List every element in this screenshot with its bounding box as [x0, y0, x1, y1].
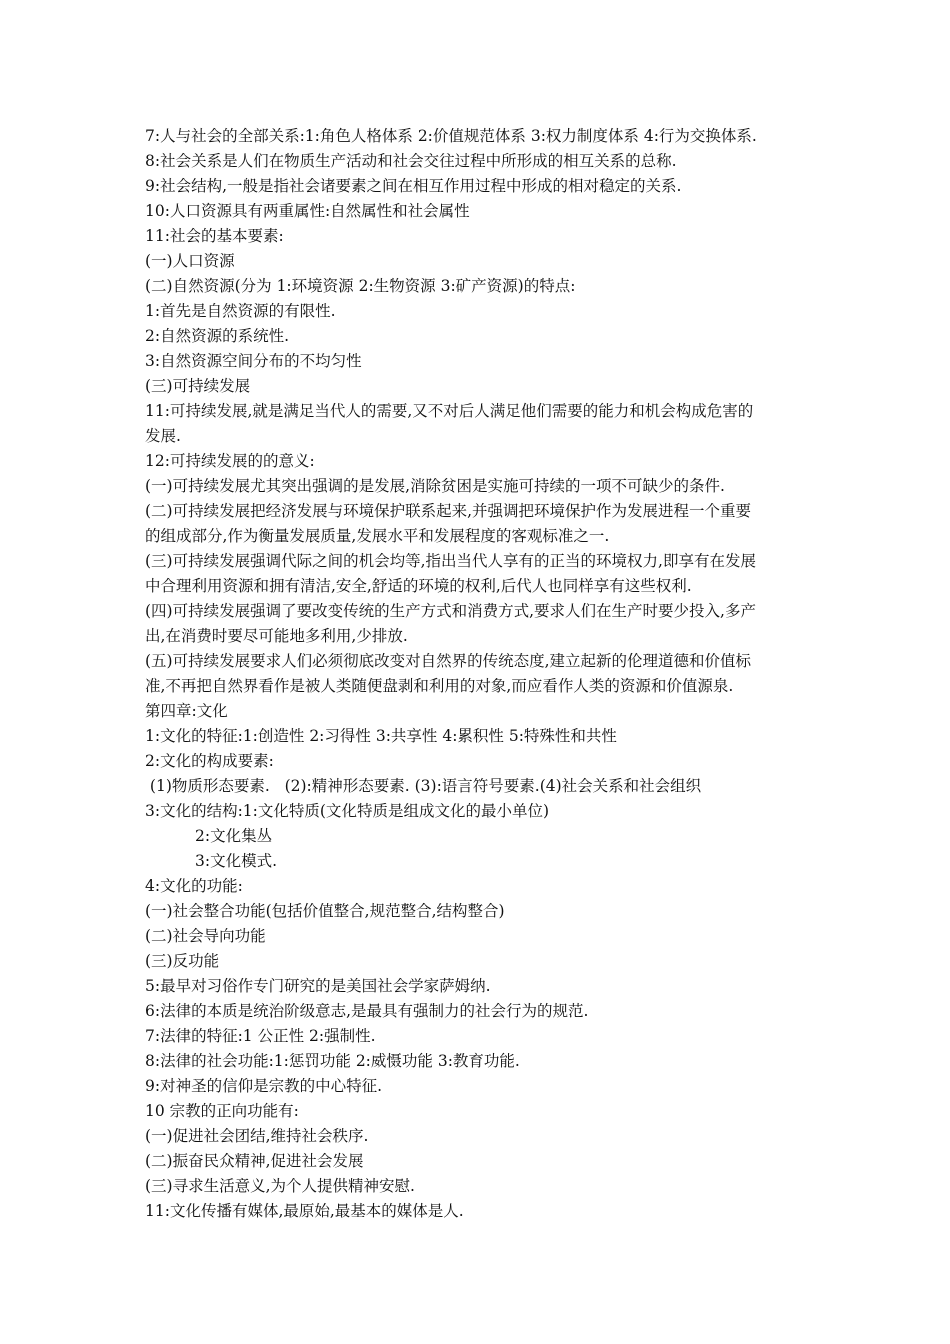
text-line: 发展.	[145, 427, 181, 445]
text-line: (1)物质形态要素. (2):精神形态要素. (3):语言符号要素.(4)社会关系和社会组织	[145, 777, 702, 795]
text-line: 2:文化的构成要素:	[145, 752, 274, 770]
text-line: (一)社会整合功能(包括价值整合,规范整合,结构整合)	[145, 902, 505, 920]
text-line: 出,在消费时要尽可能地多利用,少排放.	[145, 627, 408, 645]
text-line: 3:自然资源空间分布的不均匀性	[145, 352, 362, 370]
text-line: 6:法律的本质是统治阶级意志,是最具有强制力的社会行为的规范.	[145, 1002, 589, 1020]
text-line: 10 宗教的正向功能有:	[145, 1102, 299, 1120]
text-line: (一)人口资源	[145, 252, 235, 270]
text-line: 10:人口资源具有两重属性:自然属性和社会属性	[145, 202, 470, 220]
text-line: 11:社会的基本要素:	[145, 227, 284, 245]
text-line: (五)可持续发展要求人们必须彻底改变对自然界的传统态度,建立起新的伦理道德和价值标	[145, 652, 752, 670]
text-line: (二)社会导向功能	[145, 927, 266, 945]
text-line: 11:文化传播有媒体,最原始,最基本的媒体是人.	[145, 1202, 464, 1220]
text-line: (四)可持续发展强调了要改变传统的生产方式和消费方式,要求人们在生产时要少投入,多产	[145, 602, 756, 620]
text-line: 5:最早对习俗作专门研究的是美国社会学家萨姆纳.	[145, 977, 491, 995]
text-line: 8:法律的社会功能:1:惩罚功能 2:威慑功能 3:教育功能.	[145, 1052, 520, 1070]
text-line: (三)寻求生活意义,为个人提供精神安慰.	[145, 1177, 415, 1195]
text-line: (三)可持续发展强调代际之间的机会均等,指出当代人享有的正当的环境权力,即享有在发展	[145, 552, 756, 570]
text-line: (三)反功能	[145, 952, 220, 970]
text-line: 1:首先是自然资源的有限性.	[145, 302, 336, 320]
text-line: 4:文化的功能:	[145, 877, 243, 895]
text-line: 9:社会结构,一般是指社会诸要素之间在相互作用过程中形成的相对稳定的关系.	[145, 177, 682, 195]
text-line: 2:文化集丛	[195, 827, 273, 845]
text-line: 7:法律的特征:1 公正性 2:强制性.	[145, 1027, 376, 1045]
chapter-heading: 第四章:文化	[145, 702, 228, 720]
text-line: 7:人与社会的全部关系:1:角色人格体系 2:价值规范体系 3:权力制度体系 4:行为交换体系.	[145, 127, 757, 145]
text-line: (一)促进社会团结,维持社会秩序.	[145, 1127, 369, 1145]
text-line: 11:可持续发展,就是满足当代人的需要,又不对后人满足他们需要的能力和机会构成危害的	[145, 402, 754, 420]
text-line: (二)振奋民众精神,促进社会发展	[145, 1152, 364, 1170]
text-line: 8:社会关系是人们在物质生产活动和社会交往过程中所形成的相互关系的总称.	[145, 152, 677, 170]
text-line: (二)可持续发展把经济发展与环境保护联系起来,并强调把环境保护作为发展进程一个重要	[145, 502, 752, 520]
text-line: (三)可持续发展	[145, 377, 251, 395]
text-line: 3:文化的结构:1:文化特质(文化特质是组成文化的最小单位)	[145, 802, 549, 820]
text-line: 准,不再把自然界看作是被人类随便盘剥和利用的对象,而应看作人类的资源和价值源泉.	[145, 677, 734, 695]
text-line: 的组成部分,作为衡量发展质量,发展水平和发展程度的客观标准之一.	[145, 527, 610, 545]
text-line: 12:可持续发展的的意义:	[145, 452, 315, 470]
text-line: 3:文化模式.	[195, 852, 278, 870]
text-line: 2:自然资源的系统性.	[145, 327, 290, 345]
document-body	[145, 124, 810, 1224]
text-line: 1:文化的特征:1:创造性 2:习得性 3:共享性 4:累积性 5:特殊性和共性	[145, 727, 617, 745]
text-line: (一)可持续发展尤其突出强调的是发展,消除贫困是实施可持续的一项不可缺少的条件.	[145, 477, 725, 495]
text-line: 中合理利用资源和拥有清洁,安全,舒适的环境的权利,后代人也同样享有这些权利.	[145, 577, 692, 595]
text-line: (二)自然资源(分为 1:环境资源 2:生物资源 3:矿产资源)的特点:	[145, 277, 576, 295]
text-line: 9:对神圣的信仰是宗教的中心特征.	[145, 1077, 383, 1095]
